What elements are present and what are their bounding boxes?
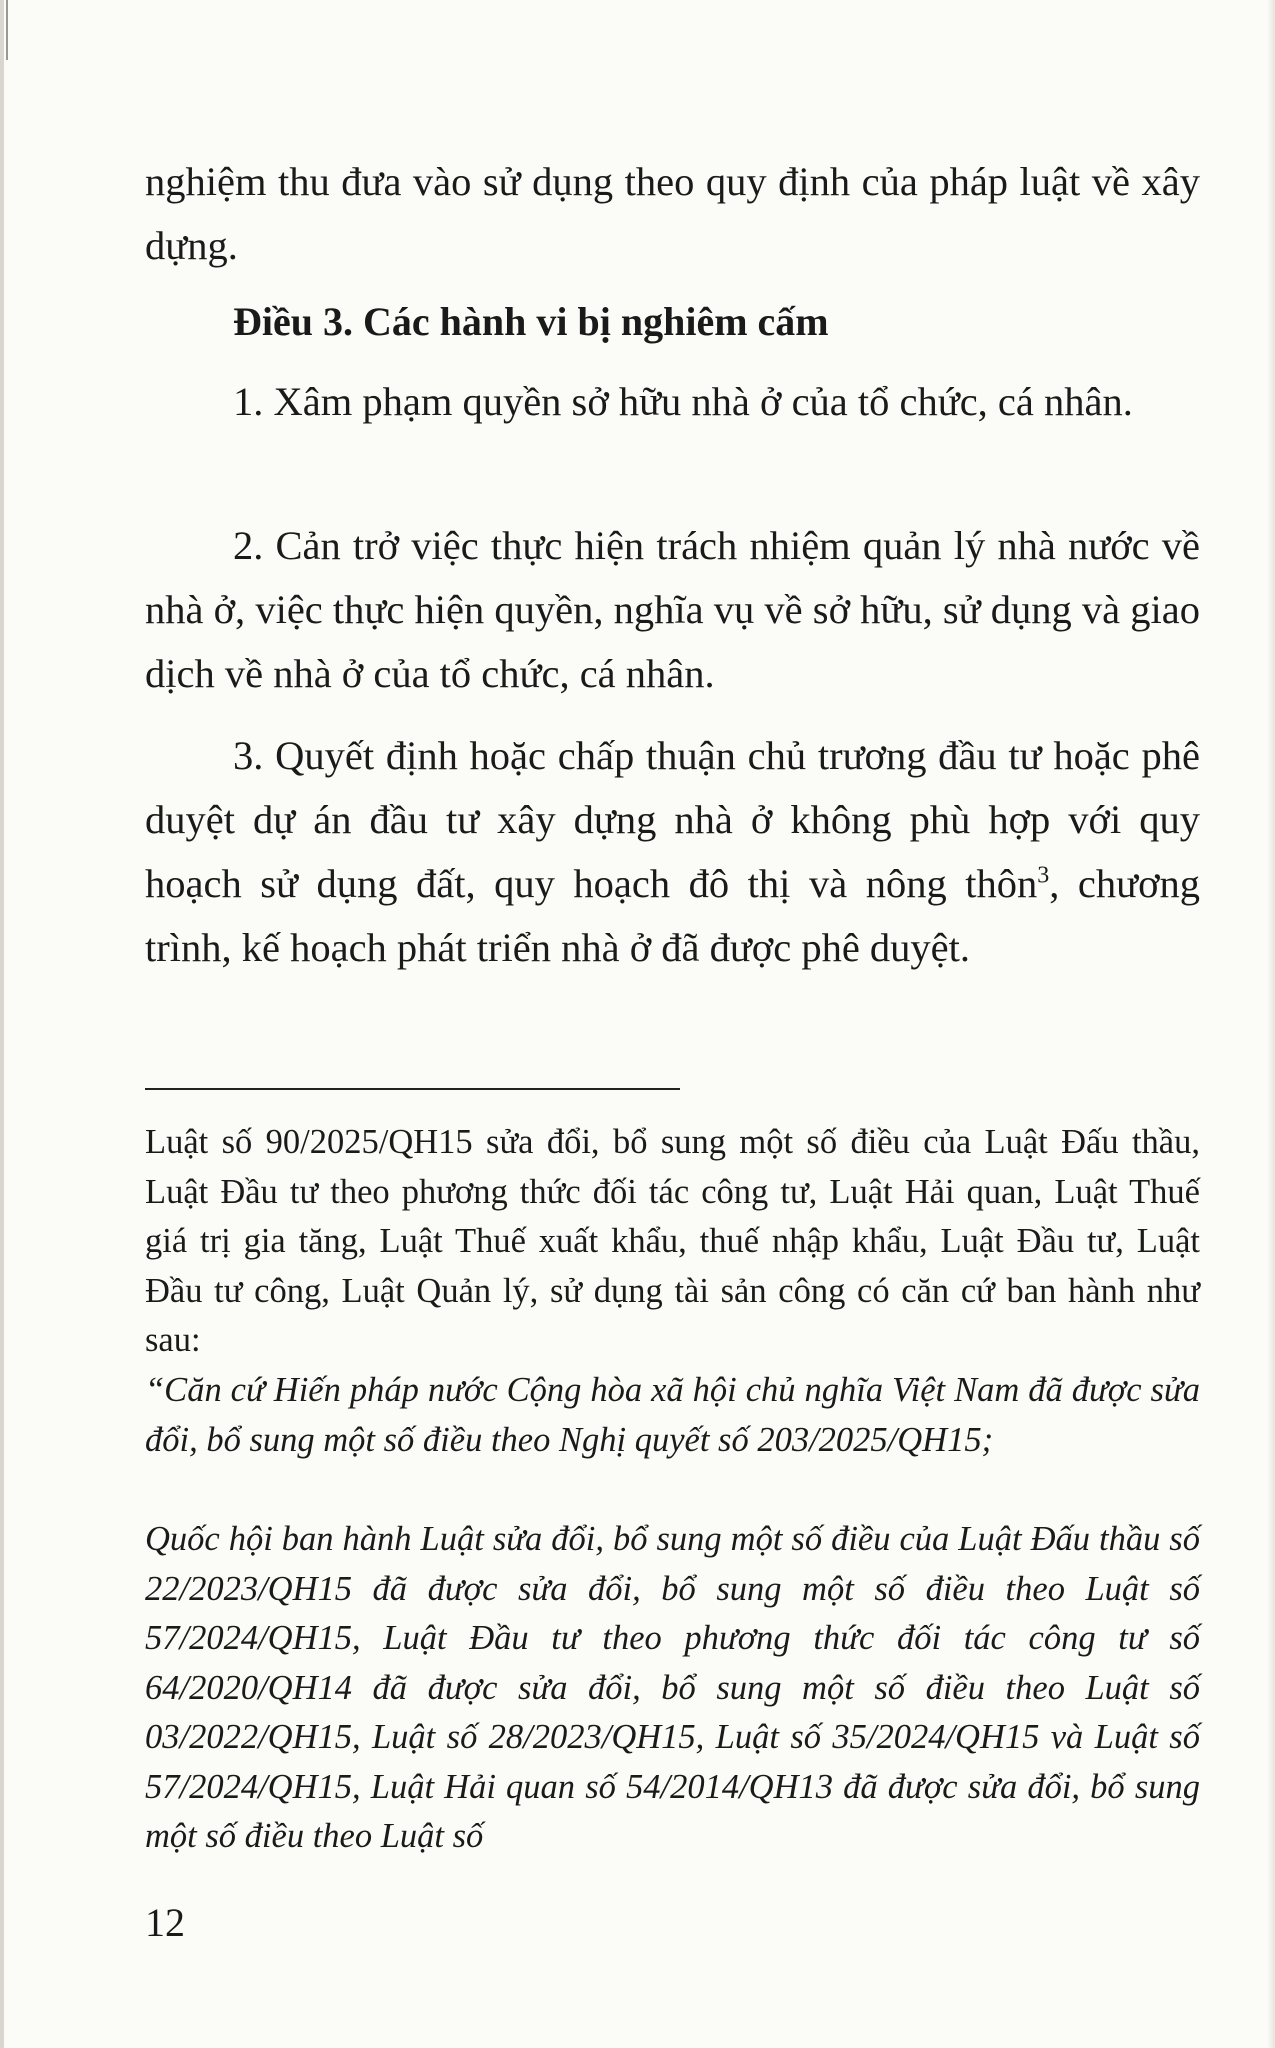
continuation-paragraph: nghiệm thu đưa vào sử dụng theo quy định của pháp luật về xây dựng. bbox=[145, 159, 1200, 268]
page-number: 12 bbox=[145, 1900, 185, 1945]
footnote-intro: Luật số 90/2025/QH15 sửa đổi, bổ sung một số điều của Luật Đấu thầu, Luật Đầu tư theo phương thức đối tác công tư, Luật Hải quan, Luật Thuế giá trị gia tăng, Luật Thuế xuất khẩu, thuế nhập khẩu, Luật Đầu tư, Luật Đầu tư công, Luật Quản lý, sử dụng tài sản công có căn cứ ban hành như sau: bbox=[145, 1123, 1200, 1359]
article-heading: Điều 3. Các hành vi bị nghiêm cấm bbox=[233, 299, 829, 344]
item-3-text-before: 3. Quyết định hoặc chấp thuận chủ trương đầu tư hoặc phê duyệt dự án đầu tư xây dựng nhà ở không phù hợp với quy hoạch sử dụng đất, quy hoạch đô thị và nông thôn bbox=[145, 733, 1200, 906]
item-3-text-after: , chương trình, kế hoạch phát triển nhà ở đã được phê duyệt. bbox=[145, 861, 1200, 970]
footnote-quote-1: “Căn cứ Hiến pháp nước Cộng hòa xã hội chủ nghĩa Việt Nam đã được sửa đổi, bổ sung một số điều theo Nghị quyết số 203/2025/QH15; bbox=[145, 1371, 1200, 1459]
page-edge-mark bbox=[6, 0, 8, 60]
item-3-paragraph bbox=[145, 724, 1200, 980]
footnote-separator bbox=[145, 1088, 680, 1090]
footnote-reference: 3 bbox=[1037, 862, 1050, 889]
item-1-paragraph: 1. Xâm phạm quyền sở hữu nhà ở của tổ chức, cá nhân. bbox=[233, 379, 1133, 424]
page-left-edge bbox=[0, 0, 4, 2048]
item-2-paragraph: 2. Cản trở việc thực hiện trách nhiệm quản lý nhà nước về nhà ở, việc thực hiện quyền, nghĩa vụ về sở hữu, sử dụng và giao dịch về nhà ở của tổ chức, cá nhân. bbox=[145, 523, 1200, 696]
page-right-edge bbox=[1267, 0, 1275, 2048]
footnote-quote-2: Quốc hội ban hành Luật sửa đổi, bổ sung một số điều của Luật Đấu thầu số 22/2023/QH15 đã được sửa đổi, bổ sung một số điều theo Luật số 57/2024/QH15, Luật Đầu tư theo phương thức đối tác công tư số 64/2020/QH14 đã được sửa đổi, bổ sung một số điều theo Luật số 03/2022/QH15, Luật số 28/2023/QH15, Luật số 35/2024/QH15 và Luật số 57/2024/QH15, Luật Hải quan số 54/2014/QH13 đã được sửa đổi, bổ sung một số điều theo Luật số bbox=[145, 1520, 1200, 1855]
